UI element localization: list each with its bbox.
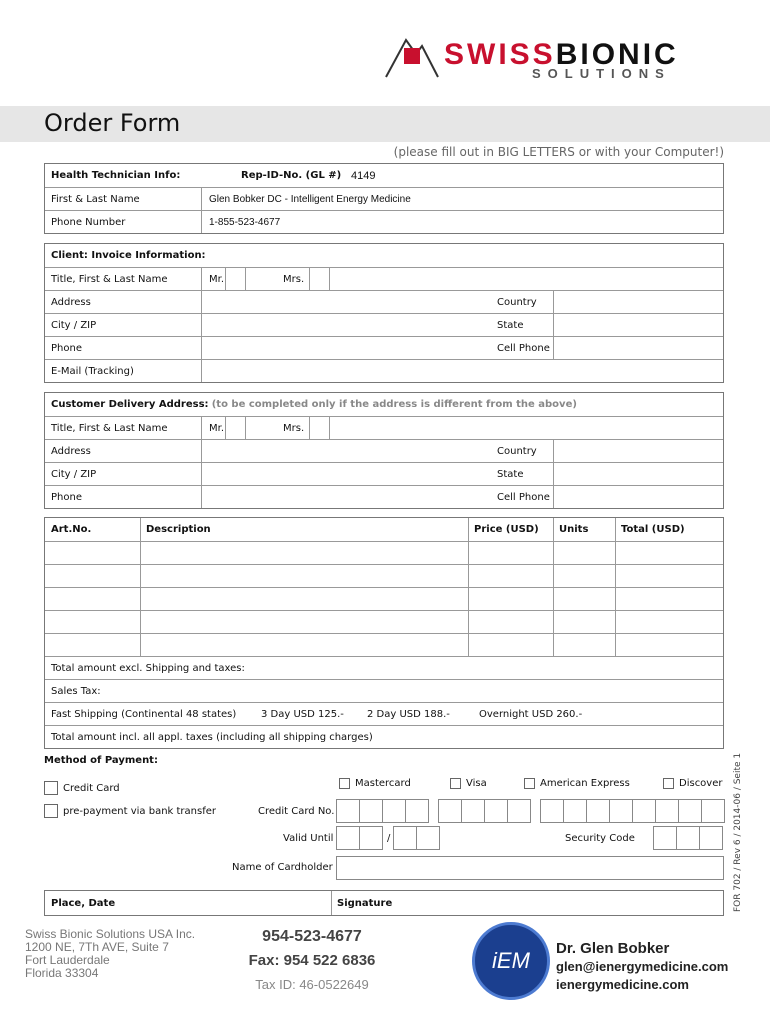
card-number-group-3[interactable] xyxy=(540,799,632,823)
delivery-address-label: Address xyxy=(51,445,91,457)
card-number-label: Credit Card No. xyxy=(258,806,335,817)
tech-phone-label: Phone Number xyxy=(51,216,126,228)
card-number-group-4[interactable] xyxy=(632,799,724,823)
col-price: Price (USD) xyxy=(474,524,539,535)
shipping-3day[interactable]: 3 Day USD 125.- xyxy=(261,708,344,720)
table-row[interactable] xyxy=(45,633,723,656)
col-total: Total (USD) xyxy=(621,524,685,535)
fast-shipping-label: Fast Shipping (Continental 48 states) xyxy=(51,708,237,720)
delivery-title-label: Title, First & Last Name xyxy=(51,422,168,434)
prepayment-option[interactable]: pre-payment via bank transfer xyxy=(44,804,216,818)
iem-logo-icon: iEM xyxy=(472,922,550,1000)
delivery-heading: Customer Delivery Address: (to be completed only if the address is different from the above) xyxy=(51,399,577,410)
signature-label: Signature xyxy=(337,897,393,909)
credit-card-option[interactable]: Credit Card xyxy=(44,781,120,795)
delivery-mrs-label: Mrs. xyxy=(283,422,305,434)
prepayment-checkbox[interactable] xyxy=(44,804,58,818)
logo-mountain-icon xyxy=(382,32,442,82)
amex-checkbox[interactable] xyxy=(524,778,535,789)
footer-address: Swiss Bionic Solutions USA Inc. 1200 NE, 7Th AVE, Suite 7 Fort Lauderdale Florida 33304 xyxy=(25,927,196,980)
client-cell-label: Cell Phone xyxy=(497,342,550,354)
discover-checkbox[interactable] xyxy=(663,778,674,789)
footer-tax-id: Tax ID: 46-0522649 xyxy=(255,977,369,992)
discover-option[interactable]: Discover xyxy=(663,778,723,789)
doctor-website[interactable]: ienergymedicine.com xyxy=(556,977,689,992)
client-country-label: Country xyxy=(497,296,537,308)
logo-subtitle: SOLUTIONS xyxy=(532,66,671,81)
rep-id-label: Rep-ID-No. (GL #) xyxy=(241,170,342,181)
tech-phone-value[interactable]: 1-855-523-4677 xyxy=(209,216,281,228)
valid-until-label: Valid Until xyxy=(283,833,334,844)
doctor-contact xyxy=(556,940,728,994)
visa-option[interactable]: Visa xyxy=(450,778,487,789)
mastercard-option[interactable]: Mastercard xyxy=(339,778,411,789)
security-code-label: Security Code xyxy=(565,833,635,844)
tech-name-value[interactable]: Glen Bobker DC - Intelligent Energy Medicine xyxy=(209,193,411,205)
card-number-group-2[interactable] xyxy=(438,799,530,823)
card-number-group-1[interactable] xyxy=(336,799,428,823)
shipping-2day[interactable]: 2 Day USD 188.- xyxy=(367,708,450,720)
mastercard-checkbox[interactable] xyxy=(339,778,350,789)
table-row[interactable] xyxy=(45,587,723,610)
client-state-label: State xyxy=(497,319,524,331)
order-items-table xyxy=(44,517,724,749)
client-city-label: City / ZIP xyxy=(51,319,97,331)
table-row[interactable] xyxy=(45,610,723,633)
footer-contact xyxy=(237,928,387,992)
logo-wordmark: SWISSBIONIC xyxy=(444,38,679,71)
tech-info-section xyxy=(44,163,724,234)
doctor-email[interactable]: glen@ienergymedicine.com xyxy=(556,959,729,974)
col-units: Units xyxy=(559,524,589,535)
title-bar xyxy=(0,106,770,142)
doctor-name: Dr. Glen Bobker xyxy=(556,940,670,957)
delivery-cell-label: Cell Phone xyxy=(497,491,550,503)
valid-slash: / xyxy=(387,833,391,844)
client-email-label: E-Mail (Tracking) xyxy=(51,365,134,377)
valid-month-input[interactable] xyxy=(336,826,382,850)
swissbionic-logo xyxy=(382,32,730,82)
client-phone-label: Phone xyxy=(51,342,82,354)
cardholder-input[interactable] xyxy=(336,856,724,880)
client-heading: Client: Invoice Information: xyxy=(51,250,206,261)
client-mrs-label: Mrs. xyxy=(283,273,305,285)
amex-option[interactable]: American Express xyxy=(524,778,630,789)
cardholder-label: Name of Cardholder xyxy=(232,862,333,873)
delivery-city-label: City / ZIP xyxy=(51,468,97,480)
form-revision-text: FOR 702 / Rev 6 / 2014-06 / Seite 1 xyxy=(733,752,743,912)
delivery-mr-label: Mr. xyxy=(209,422,224,434)
client-address-label: Address xyxy=(51,296,91,308)
credit-card-checkbox[interactable] xyxy=(44,781,58,795)
visa-checkbox[interactable] xyxy=(450,778,461,789)
tech-heading: Health Technician Info: xyxy=(51,170,181,181)
place-date-label: Place, Date xyxy=(51,897,116,909)
page-title: Order Form xyxy=(44,109,181,137)
client-section xyxy=(44,243,724,383)
footer-phone: 954-523-4677 xyxy=(262,928,362,945)
table-row[interactable] xyxy=(45,541,723,564)
signature-section xyxy=(44,890,724,916)
col-description: Description xyxy=(146,524,211,535)
rep-id-value[interactable]: 4149 xyxy=(351,169,376,182)
delivery-phone-label: Phone xyxy=(51,491,82,503)
table-row[interactable] xyxy=(45,564,723,587)
total-excl-label: Total amount excl. Shipping and taxes: xyxy=(51,662,245,674)
footer-fax: Fax: 954 522 6836 xyxy=(248,952,376,969)
col-art-no: Art.No. xyxy=(51,524,92,535)
total-incl-label: Total amount incl. all appl. taxes (including all shipping charges) xyxy=(51,731,373,743)
valid-year-input[interactable] xyxy=(393,826,439,850)
security-code-input[interactable] xyxy=(653,826,722,850)
fill-hint: (please fill out in BIG LETTERS or with your Computer!) xyxy=(393,145,724,159)
delivery-state-label: State xyxy=(497,468,524,480)
shipping-overnight[interactable]: Overnight USD 260.- xyxy=(479,708,583,720)
delivery-country-label: Country xyxy=(497,445,537,457)
client-mr-label: Mr. xyxy=(209,273,224,285)
client-title-label: Title, First & Last Name xyxy=(51,273,168,285)
payment-heading: Method of Payment: xyxy=(44,755,158,766)
tech-name-label: First & Last Name xyxy=(51,193,140,205)
delivery-section xyxy=(44,392,724,509)
sales-tax-label: Sales Tax: xyxy=(51,685,101,697)
